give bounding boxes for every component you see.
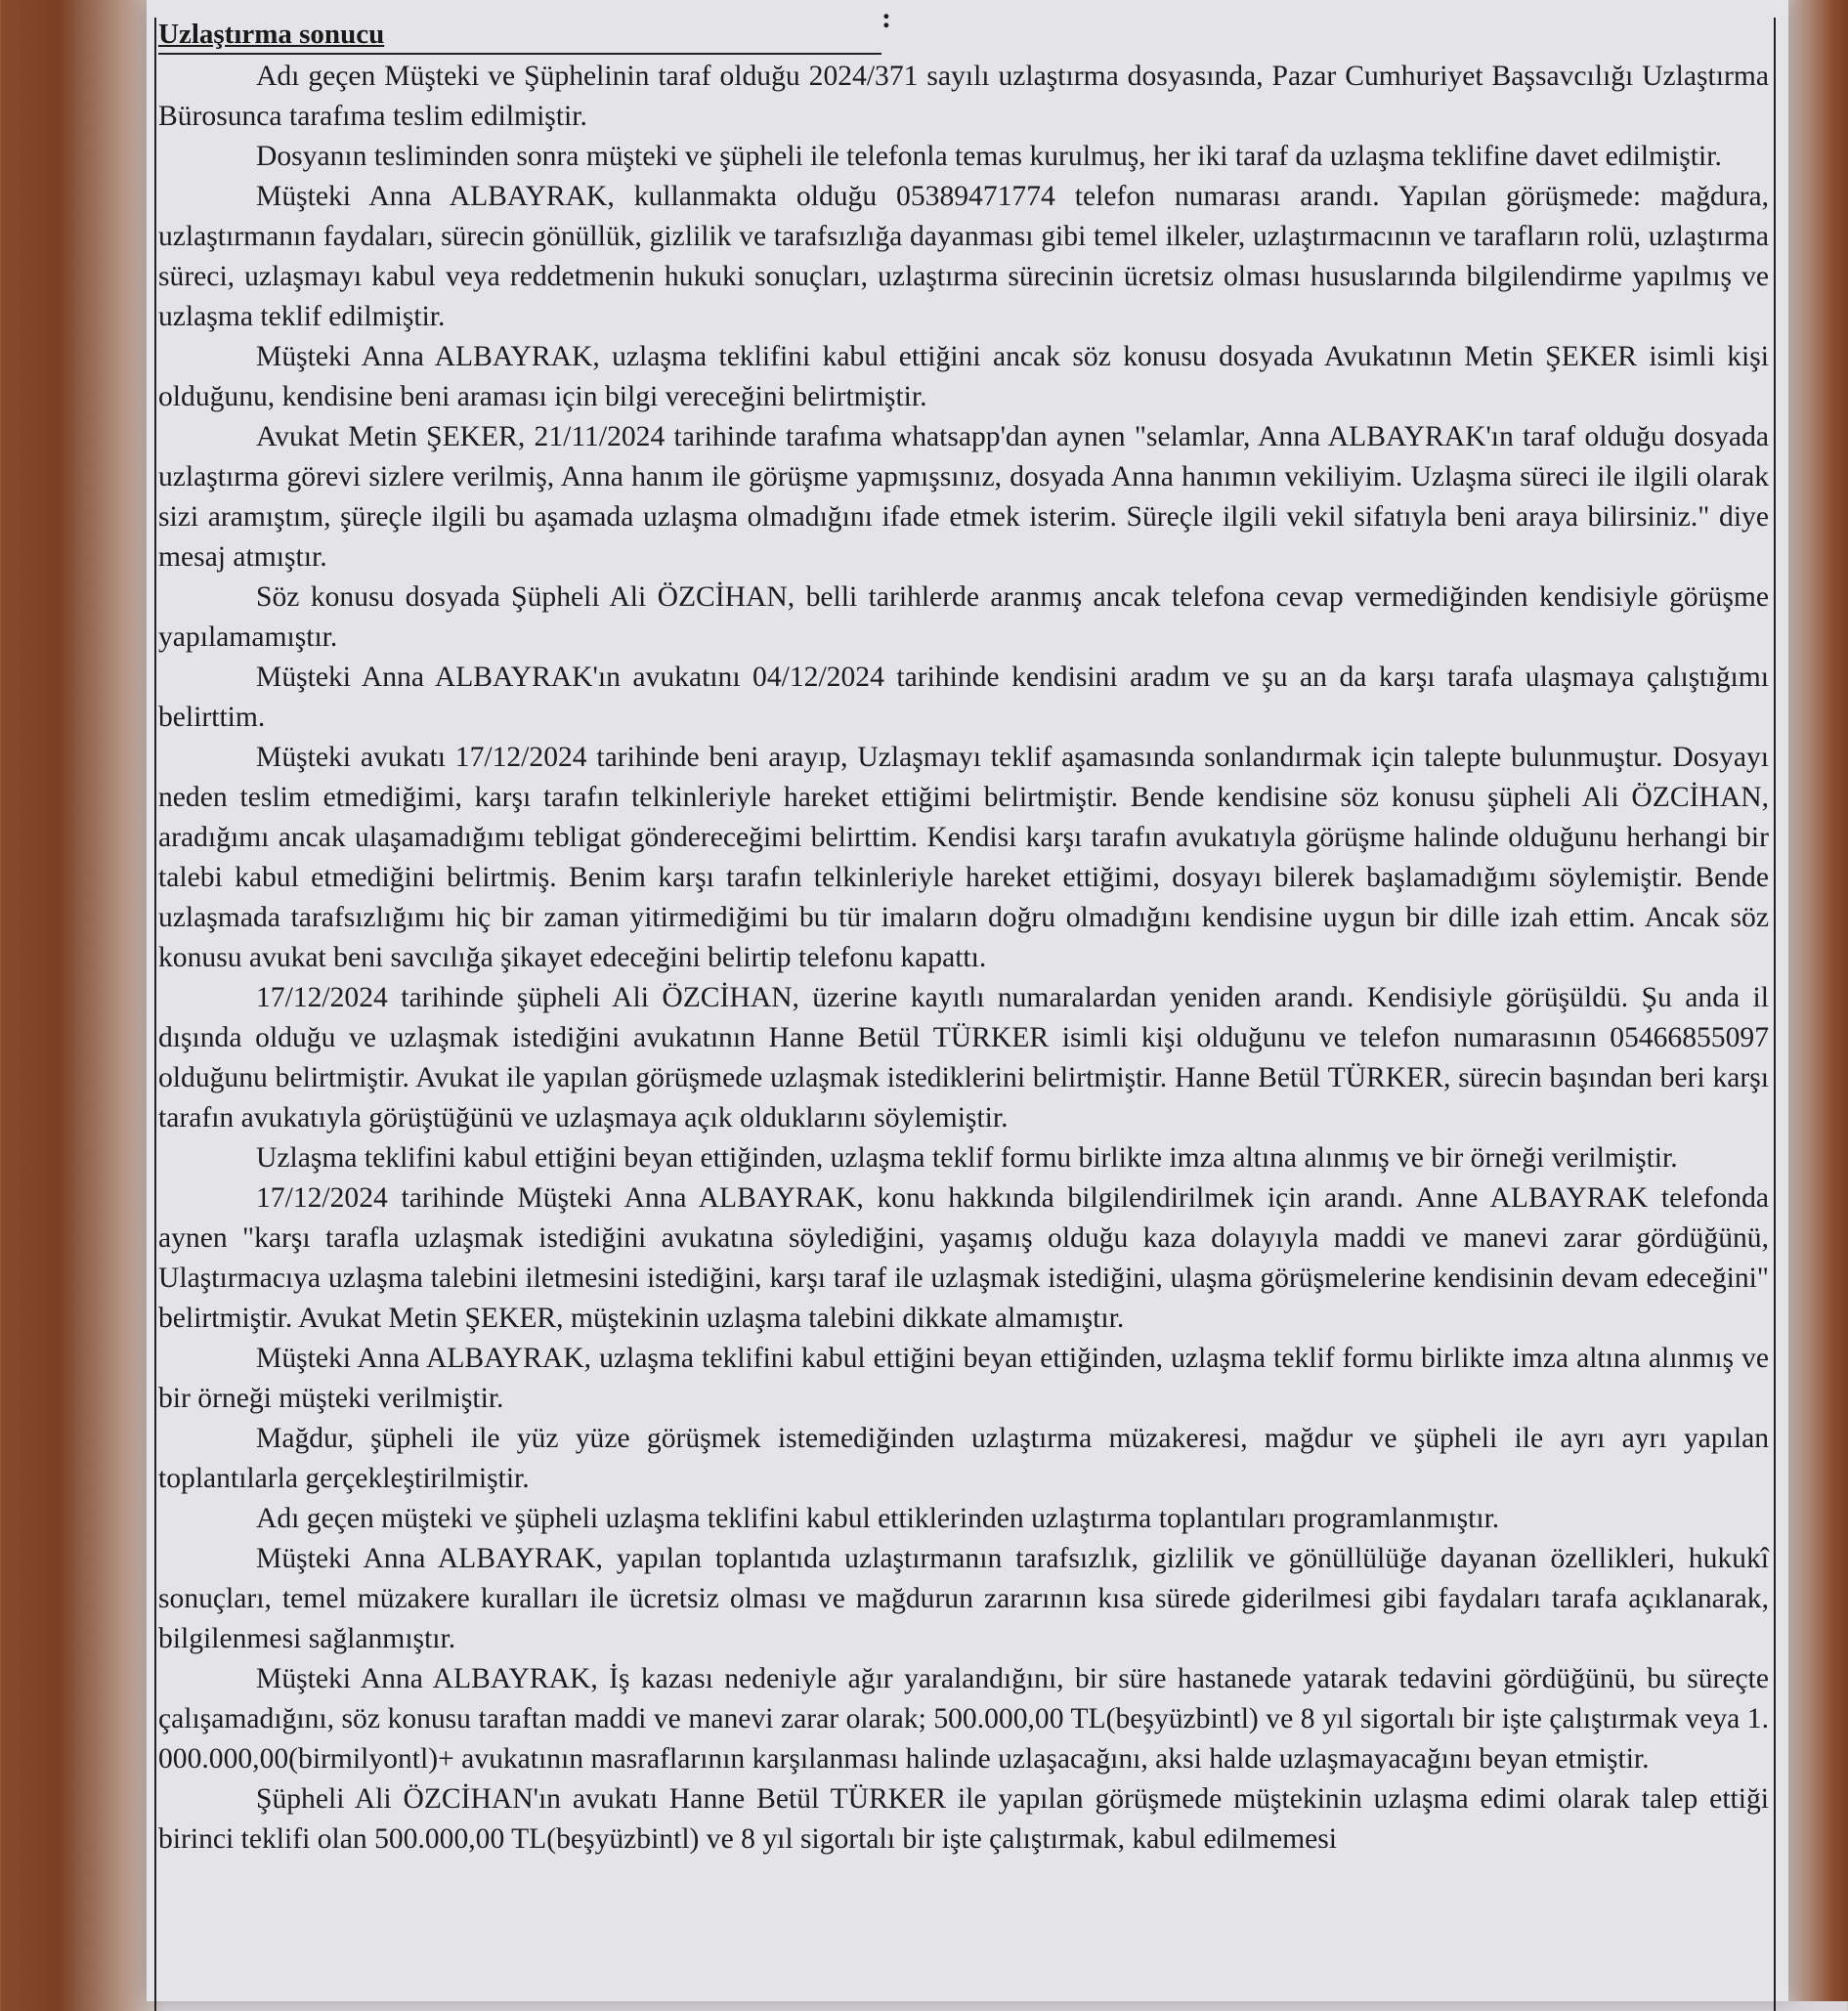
paragraph-4: Müşteki Anna ALBAYRAK, uzlaşma teklifini kabul ettiğini ancak söz konusu dosyada Avukatının Metin ŞEKER isimli kişi olduğunu, kendisine beni araması için bilgi vereceğini belirtmiştir.	[158, 341, 1769, 412]
section-heading-colon: :	[881, 2, 891, 34]
desk-background-right	[1780, 0, 1848, 2001]
section-heading	[158, 2, 891, 55]
paragraph-9: 17/12/2024 tarihinde şüpheli Ali ÖZCİHAN, üzerine kayıtlı numaralardan yeniden arandı. Kendisiyle görüşüldü. Şu anda il dışında olduğu ve uzlaşmak istediğini avukatının Hanne Betül TÜRKER isimli kişi olduğunu ve telefon numarasının 05466855097 olduğunu belirtmiştir. Avukat ile yapılan görüşmede uzlaşmak istediklerini belirtmiştir. Hanne Betül TÜRKER, sürecin başından beri karşı tarafın avukatıyla görüştüğünü ve uzlaşmaya açık olduklarını söylemiştir.	[158, 982, 1769, 1134]
paragraph-8: Müşteki avukatı 17/12/2024 tarihinde beni arayıp, Uzlaşmayı teklif aşamasında sonlandırmak için talepte bulunmuştur. Dosyayı neden teslim etmediğimi, karşı tarafın telkinleriyle hareket ettiğimi belirtmiştir. Bende kendisine söz konusu şüpheli Ali ÖZCİHAN, aradığımı ancak ulaşamadığımı tebligat göndereceğimi belirttim. Kendisi karşı tarafın avukatıyla görüşme halinde olduğunu herhangi bir talebi kabul etmediğini belirtmiş. Benim karşı tarafın telkinleriyle hareket ettiğimi, dosyayı bilerek başlamadığımı söylemiştir. Bende uzlaşmada tarafsızlığımı hiç bir zaman yitirmediğimi bu tür imaların doğru olmadığını kendisine uygun bir dille izah ettim. Ancak söz konusu avukat beni savcılığa şikayet edeceğini belirtip telefonu kapattı.	[158, 742, 1769, 973]
paragraph-5: Avukat Metin ŞEKER, 21/11/2024 tarihinde tarafıma whatsapp'dan aynen "selamlar, Anna ALBAYRAK'ın taraf olduğu dosyada uzlaştırma görevi sizlere verilmiş, Anna hanım ile görüşme yapmışsınız, dosyada Anna hanımın vekiliyim. Uzlaşma süreci ile ilgili olarak sizi aramıştım, şüreçle ilgili bu aşamada uzlaşma olmadığını ifade etmek isterim. Süreçle ilgili vekil sifatıyla beni araya bilirsiniz." diye mesaj atmıştır.	[158, 421, 1769, 573]
paragraph-14: Adı geçen müşteki ve şüpheli uzlaşma teklifini kabul ettiklerinden uzlaştırma toplantıları programlanmıştır.	[256, 1503, 1500, 1534]
paragraph-7: Müşteki Anna ALBAYRAK'ın avukatını 04/12/2024 tarihinde kendisini aradım ve şu an da karşı tarafa ulaşmaya çalıştığımı belirttim.	[158, 662, 1769, 733]
document-page	[147, 0, 1788, 2001]
paragraph-15: Müşteki Anna ALBAYRAK, yapılan toplantıda uzlaştırmanın tarafsızlık, gizlilik ve gönüllülüğe dayanan özellikleri, hukukî sonuçları, temel müzakere kuralları ile ücretsiz olması ve mağdurun zararının kısa sürede giderilmesi gibi faydaları tarafa açıklanarak, bilgilenmesi sağlanmıştır.	[158, 1543, 1769, 1654]
paragraph-6: Söz konusu dosyada Şüpheli Ali ÖZCİHAN, belli tarihlerde aranmış ancak telefona cevap vermediğinden kendisiyle görüşme yapılamamıştır.	[158, 581, 1769, 653]
paragraph-10: Uzlaşma teklifini kabul ettiğini beyan ettiğinden, uzlaşma teklif formu birlikte imza altına alınmış ve bir örneği verilmiştir.	[256, 1142, 1678, 1174]
section-heading-title: Uzlaştırma sonucu	[158, 19, 385, 50]
paragraph-2: Dosyanın tesliminden sonra müşteki ve şüpheli ile telefonla temas kurulmuş, her iki taraf da uzlaşma teklifine davet edilmiştir.	[256, 141, 1722, 172]
paragraph-16: Müşteki Anna ALBAYRAK, İş kazası nedeniyle ağır yaralandığını, bir süre hastanede yatarak tedavini gördüğünü, bu süreçte çalışamadığını, söz konusu taraftan maddi ve manevi zarar olarak; 500.000,00 TL(beşyüzbintl) ve 8 yıl sigortalı bir işte çalıştırmak veya 1. 000.000,00(birmilyontl)+ avukatının masraflarının karşılanması halinde uzlaşacağını, aksi halde uzlaşmayacağını beyan etmiştir.	[158, 1663, 1769, 1775]
paragraph-13: Mağdur, şüpheli ile yüz yüze görüşmek istemediğinden uzlaştırma müzakeresi, mağdur ve şüpheli ile ayrı ayrı yapılan toplantılarla gerçekleştirilmiştir.	[158, 1423, 1769, 1494]
paragraph-12: Müşteki Anna ALBAYRAK, uzlaşma teklifini kabul ettiğini beyan ettiğinden, uzlaşma teklif formu birlikte imza altına alınmış ve bir örneği müşteki verilmiştir.	[158, 1343, 1769, 1414]
paragraph-1: Adı geçen Müşteki ve Şüphelinin taraf olduğu 2024/371 sayılı uzlaştırma dosyasında, Pazar Cumhuriyet Başsavcılığı Uzlaştırma Bürosunca tarafıma teslim edilmiştir.	[158, 61, 1769, 132]
paragraph-17: Şüpheli Ali ÖZCİHAN'ın avukatı Hanne Betül TÜRKER ile yapılan görüşmede müştekinin uzlaşma edimi olarak talep ettiği birinci teklifi olan 500.000,00 TL(beşyüzbintl) ve 8 yıl sigortalı bir işte çalıştırmak, kabul edilmemesi	[158, 1783, 1769, 1855]
paragraph-11: 17/12/2024 tarihinde Müşteki Anna ALBAYRAK, konu hakkında bilgilendirilmek için arandı. Anne ALBAYRAK telefonda aynen "karşı tarafla uzlaşmak istediğini avukatına söylediğini, yaşamış olduğu kaza dolayıyla maddi ve manevi zarar gördüğünü, Ulaştırmacıya uzlaşma talebini iletmesini istediğini, karşı taraf ile uzlaşmak istediğini, ulaşma görüşmelerine kendisinin devam edeceğini" belirtmiştir. Avukat Metin ŞEKER, müştekinin uzlaşma talebini dikkate almamıştır.	[158, 1182, 1769, 1334]
document-body	[158, 57, 1769, 1860]
paragraph-3: Müşteki Anna ALBAYRAK, kullanmakta olduğu 05389471774 telefon numarası arandı. Yapılan görüşmede: mağdura, uzlaştırmanın faydaları, sürecin gönüllük, gizlilik ve tarafsızlığa dayanması gibi temel ilkeler, uzlaştırmacının ve tarafların rolü, uzlaştırma süreci, uzlaşmayı kabul veya reddetmenin hukuki sonuçları, uzlaştırma sürecinin ücretsiz olması hususlarında bilgilendirme yapılmış ve uzlaşma teklif edilmiştir.	[158, 181, 1769, 332]
